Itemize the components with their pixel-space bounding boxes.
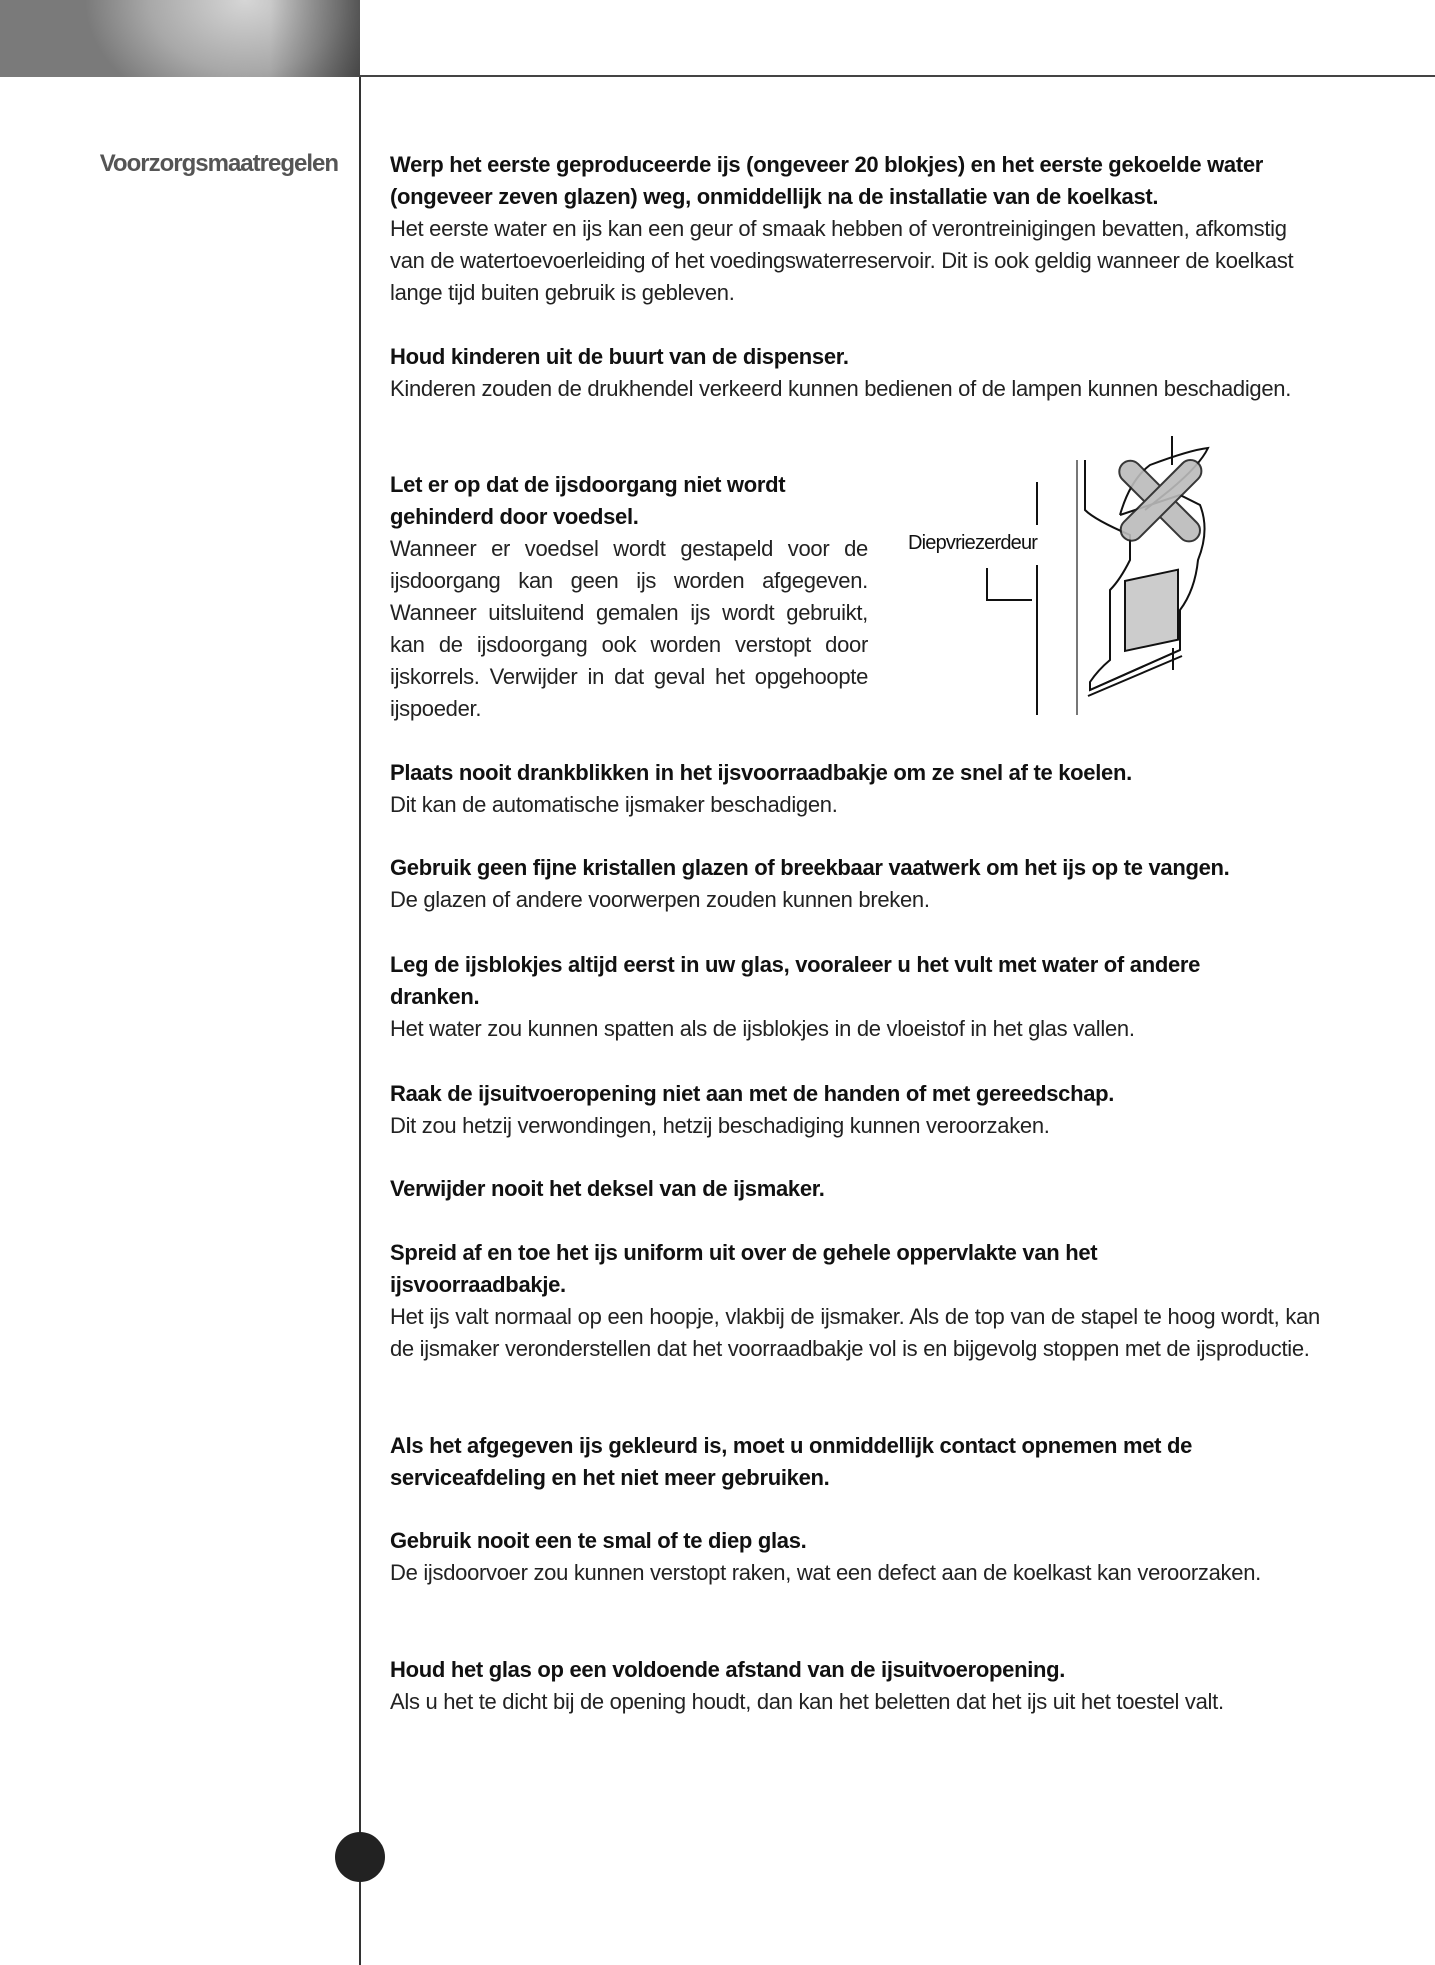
precaution-body: Het ijs valt normaal op een hoopje, vlakbij de ijsmaker. Als de top van de stapel te hoog wordt, kan de ijsmaker veronderstellen dat het voorraadbakje vol is en bijgevolg stoppen met de ijsproductie. (390, 1304, 1320, 1361)
freezer-door-illustration (880, 420, 1240, 740)
precaution-body: Het water zou kunnen spatten als de ijsblokjes in de vloeistof in het glas vallen. (390, 1016, 1135, 1041)
precaution-item (390, 341, 1320, 405)
header-banner (0, 0, 360, 77)
precaution-body: Dit zou hetzij verwondingen, hetzij beschadiging kunnen veroorzaken. (390, 1113, 1050, 1138)
precaution-heading: Let er op dat de ijsdoorgang niet wordt gehinderd door voedsel. (390, 472, 786, 529)
precaution-heading: Raak de ijsuitvoeropening niet aan met de handen of met gereedschap. (390, 1081, 1115, 1106)
precaution-item (390, 1430, 1320, 1494)
precaution-item (390, 149, 1320, 309)
precaution-body: De ijsdoorvoer zou kunnen verstopt raken, wat een defect aan de koelkast kan veroorzaken. (390, 1560, 1261, 1585)
precaution-body: De glazen of andere voorwerpen zouden kunnen breken. (390, 887, 930, 912)
precaution-heading: Houd het glas op een voldoende afstand van de ijsuitvoeropening. (390, 1657, 1066, 1682)
freezer-door-label: Diepvriezerdeur (908, 532, 1038, 554)
precaution-heading: Leg de ijsblokjes altijd eerst in uw glas, vooraleer u het vult met water of andere dranken. (390, 952, 1201, 1009)
section-title: Voorzorgsmaatregelen (99, 150, 338, 177)
precaution-item (390, 852, 1320, 916)
page-marker-dot (335, 1832, 385, 1882)
precaution-item (390, 1173, 1320, 1205)
precaution-body: Het eerste water en ijs kan een geur of smaak hebben of verontreinigingen bevatten, afkomstig van de watertoevoerleiding of het voedingswaterreservoir. Dit is ook geldig wanneer de koelkast lange tijd buiten gebruik is gebleven. (390, 216, 1294, 305)
header-rule (360, 75, 1435, 77)
precaution-item (390, 757, 1320, 821)
precaution-body: Als u het te dicht bij de opening houdt, dan kan het beletten dat het ijs uit het toestel valt. (390, 1689, 1224, 1714)
precaution-heading: Spreid af en toe het ijs uniform uit over de gehele oppervlakte van het ijsvoorraadbakje. (390, 1240, 1098, 1297)
precaution-item (390, 1078, 1320, 1142)
precaution-item (390, 1237, 1320, 1365)
precaution-heading: Als het afgegeven ijs gekleurd is, moet u onmiddellijk contact opnemen met de serviceafdeling en het niet meer gebruiken. (390, 1433, 1193, 1490)
precaution-heading: Werp het eerste geproduceerde ijs (ongeveer 20 blokjes) en het eerste gekoelde water (ongeveer zeven glazen) weg, onmiddellijk na de installatie van de koelkast. (390, 152, 1264, 209)
precaution-heading: Verwijder nooit het deksel van de ijsmaker. (390, 1176, 825, 1201)
precaution-heading: Gebruik geen fijne kristallen glazen of breekbaar vaatwerk om het ijs op te vangen. (390, 855, 1230, 880)
precaution-body: Dit kan de automatische ijsmaker beschadigen. (390, 792, 838, 817)
column-divider (359, 77, 361, 1965)
precaution-body: Kinderen zouden de drukhendel verkeerd kunnen bedienen of de lampen kunnen beschadigen. (390, 376, 1292, 401)
precaution-item (390, 1525, 1320, 1589)
precaution-heading: Plaats nooit drankblikken in het ijsvoorraadbakje om ze snel af te koelen. (390, 760, 1132, 785)
precaution-item (390, 1654, 1320, 1718)
precaution-item (390, 949, 1320, 1045)
precaution-heading: Gebruik nooit een te smal of te diep glas. (390, 1528, 807, 1553)
precaution-heading: Houd kinderen uit de buurt van de dispenser. (390, 344, 849, 369)
precaution-item (390, 469, 868, 725)
precaution-body: Wanneer er voedsel wordt gestapeld voor de ijsdoorgang kan geen ijs worden afgegeven. Wanneer uitsluitend gemalen ijs wordt gebruikt, kan de ijsdoorgang ook worden verstopt door ijskorrels. Verwijder in dat geval het opgehoopte ijspoeder. (390, 536, 868, 721)
